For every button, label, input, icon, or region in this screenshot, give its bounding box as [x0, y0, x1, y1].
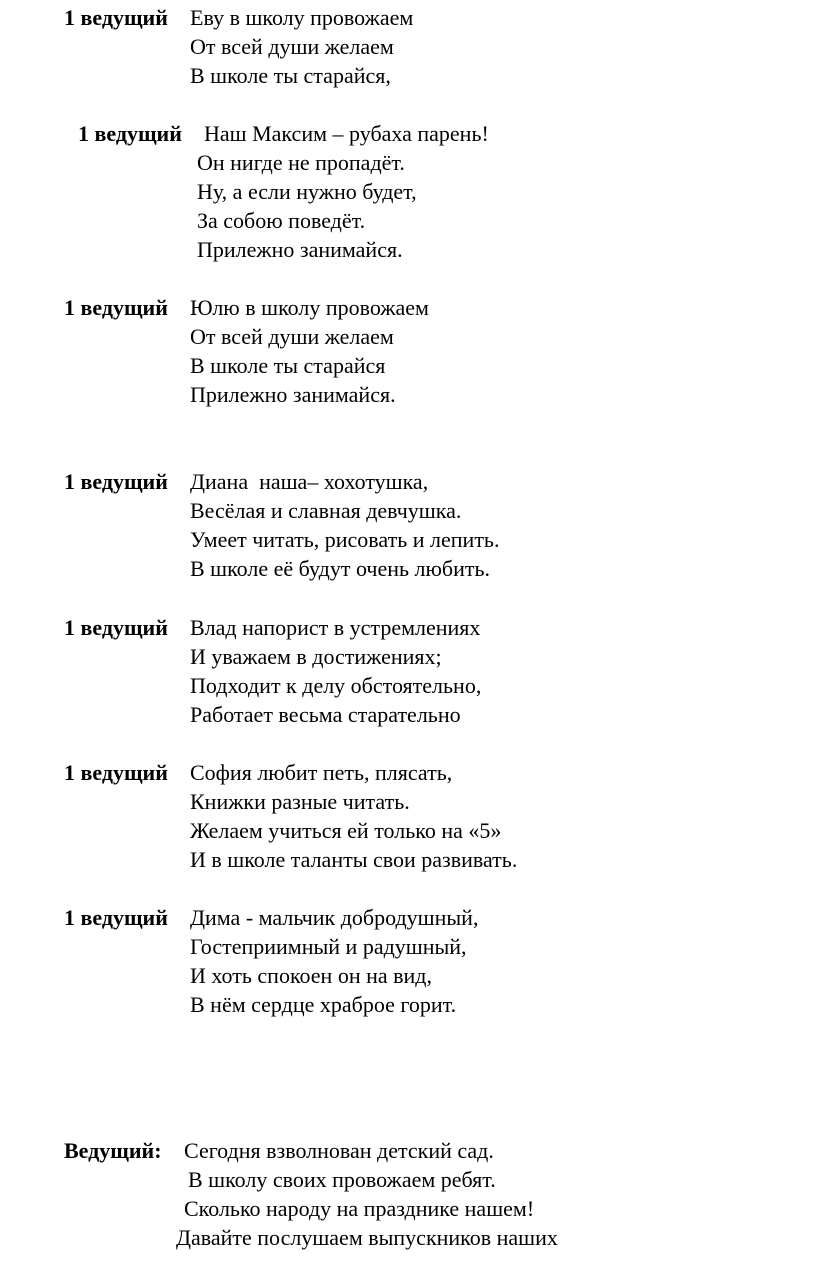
verse-line: София любит петь, плясать, — [190, 760, 453, 785]
speaker-label: Ведущий: — [64, 1138, 162, 1163]
verse-line: Прилежно занимайся. — [197, 237, 403, 262]
verse-line: Диана наша– хохотушка, — [190, 469, 429, 494]
verse-line: В школе ты старайся — [190, 353, 386, 378]
verse-line: Дима - мальчик добродушный, — [190, 905, 479, 930]
verse-line: Ну, а если нужно будет, — [197, 179, 417, 204]
verse-line: Сколько народу на празднике нашем! — [184, 1196, 535, 1221]
verse-line: В школу своих провожаем ребят. — [188, 1167, 496, 1192]
verse-line: Давайте послушаем выпускников наших — [176, 1225, 558, 1250]
speaker-label: 1 ведущий — [64, 5, 168, 30]
verse-line: Влад напорист в устремлениях — [190, 615, 481, 640]
verse-line: Подходит к делу обстоятельно, — [190, 673, 482, 698]
verse-line: За собою поведёт. — [197, 208, 366, 233]
verse-line: Умеет читать, рисовать и лепить. — [190, 527, 500, 552]
verse-line: Еву в школу провожаем — [190, 5, 414, 30]
speaker-label: 1 ведущий — [64, 760, 168, 785]
verse-line: Работает весьма старательно — [190, 702, 461, 727]
verse-line: Гостеприимный и радушный, — [190, 934, 467, 959]
speaker-label: 1 ведущий — [64, 469, 168, 494]
verse-line: В нём сердце храброе горит. — [190, 992, 457, 1017]
verse-line: Наш Максим – рубаха парень! — [204, 121, 489, 146]
verse-line: И хоть спокоен он на вид, — [190, 963, 432, 988]
speaker-label: 1 ведущий — [64, 295, 168, 320]
speaker-label: 1 ведущий — [64, 905, 168, 930]
verse-line: Юлю в школу провожаем — [190, 295, 429, 320]
verse-line: В школе ты старайся, — [190, 63, 391, 88]
verse-line: И в школе таланты свои развивать. — [190, 847, 518, 872]
verse-line: Желаем учиться ей только на «5» — [190, 818, 502, 843]
speaker-label: 1 ведущий — [78, 121, 182, 146]
verse-line: Книжки разные читать. — [190, 789, 410, 814]
verse-line: Весёлая и славная девчушка. — [190, 498, 462, 523]
speaker-label: 1 ведущий — [64, 615, 168, 640]
verse-line: И уважаем в достижениях; — [190, 644, 442, 669]
verse-line: От всей души желаем — [190, 34, 394, 59]
verse-line: В школе её будут очень любить. — [190, 556, 491, 581]
verse-line: От всей души желаем — [190, 324, 394, 349]
verse-line: Он нигде не пропадёт. — [197, 150, 405, 175]
verse-line: Прилежно занимайся. — [190, 382, 396, 407]
verse-line: Сегодня взволнован детский сад. — [184, 1138, 494, 1163]
